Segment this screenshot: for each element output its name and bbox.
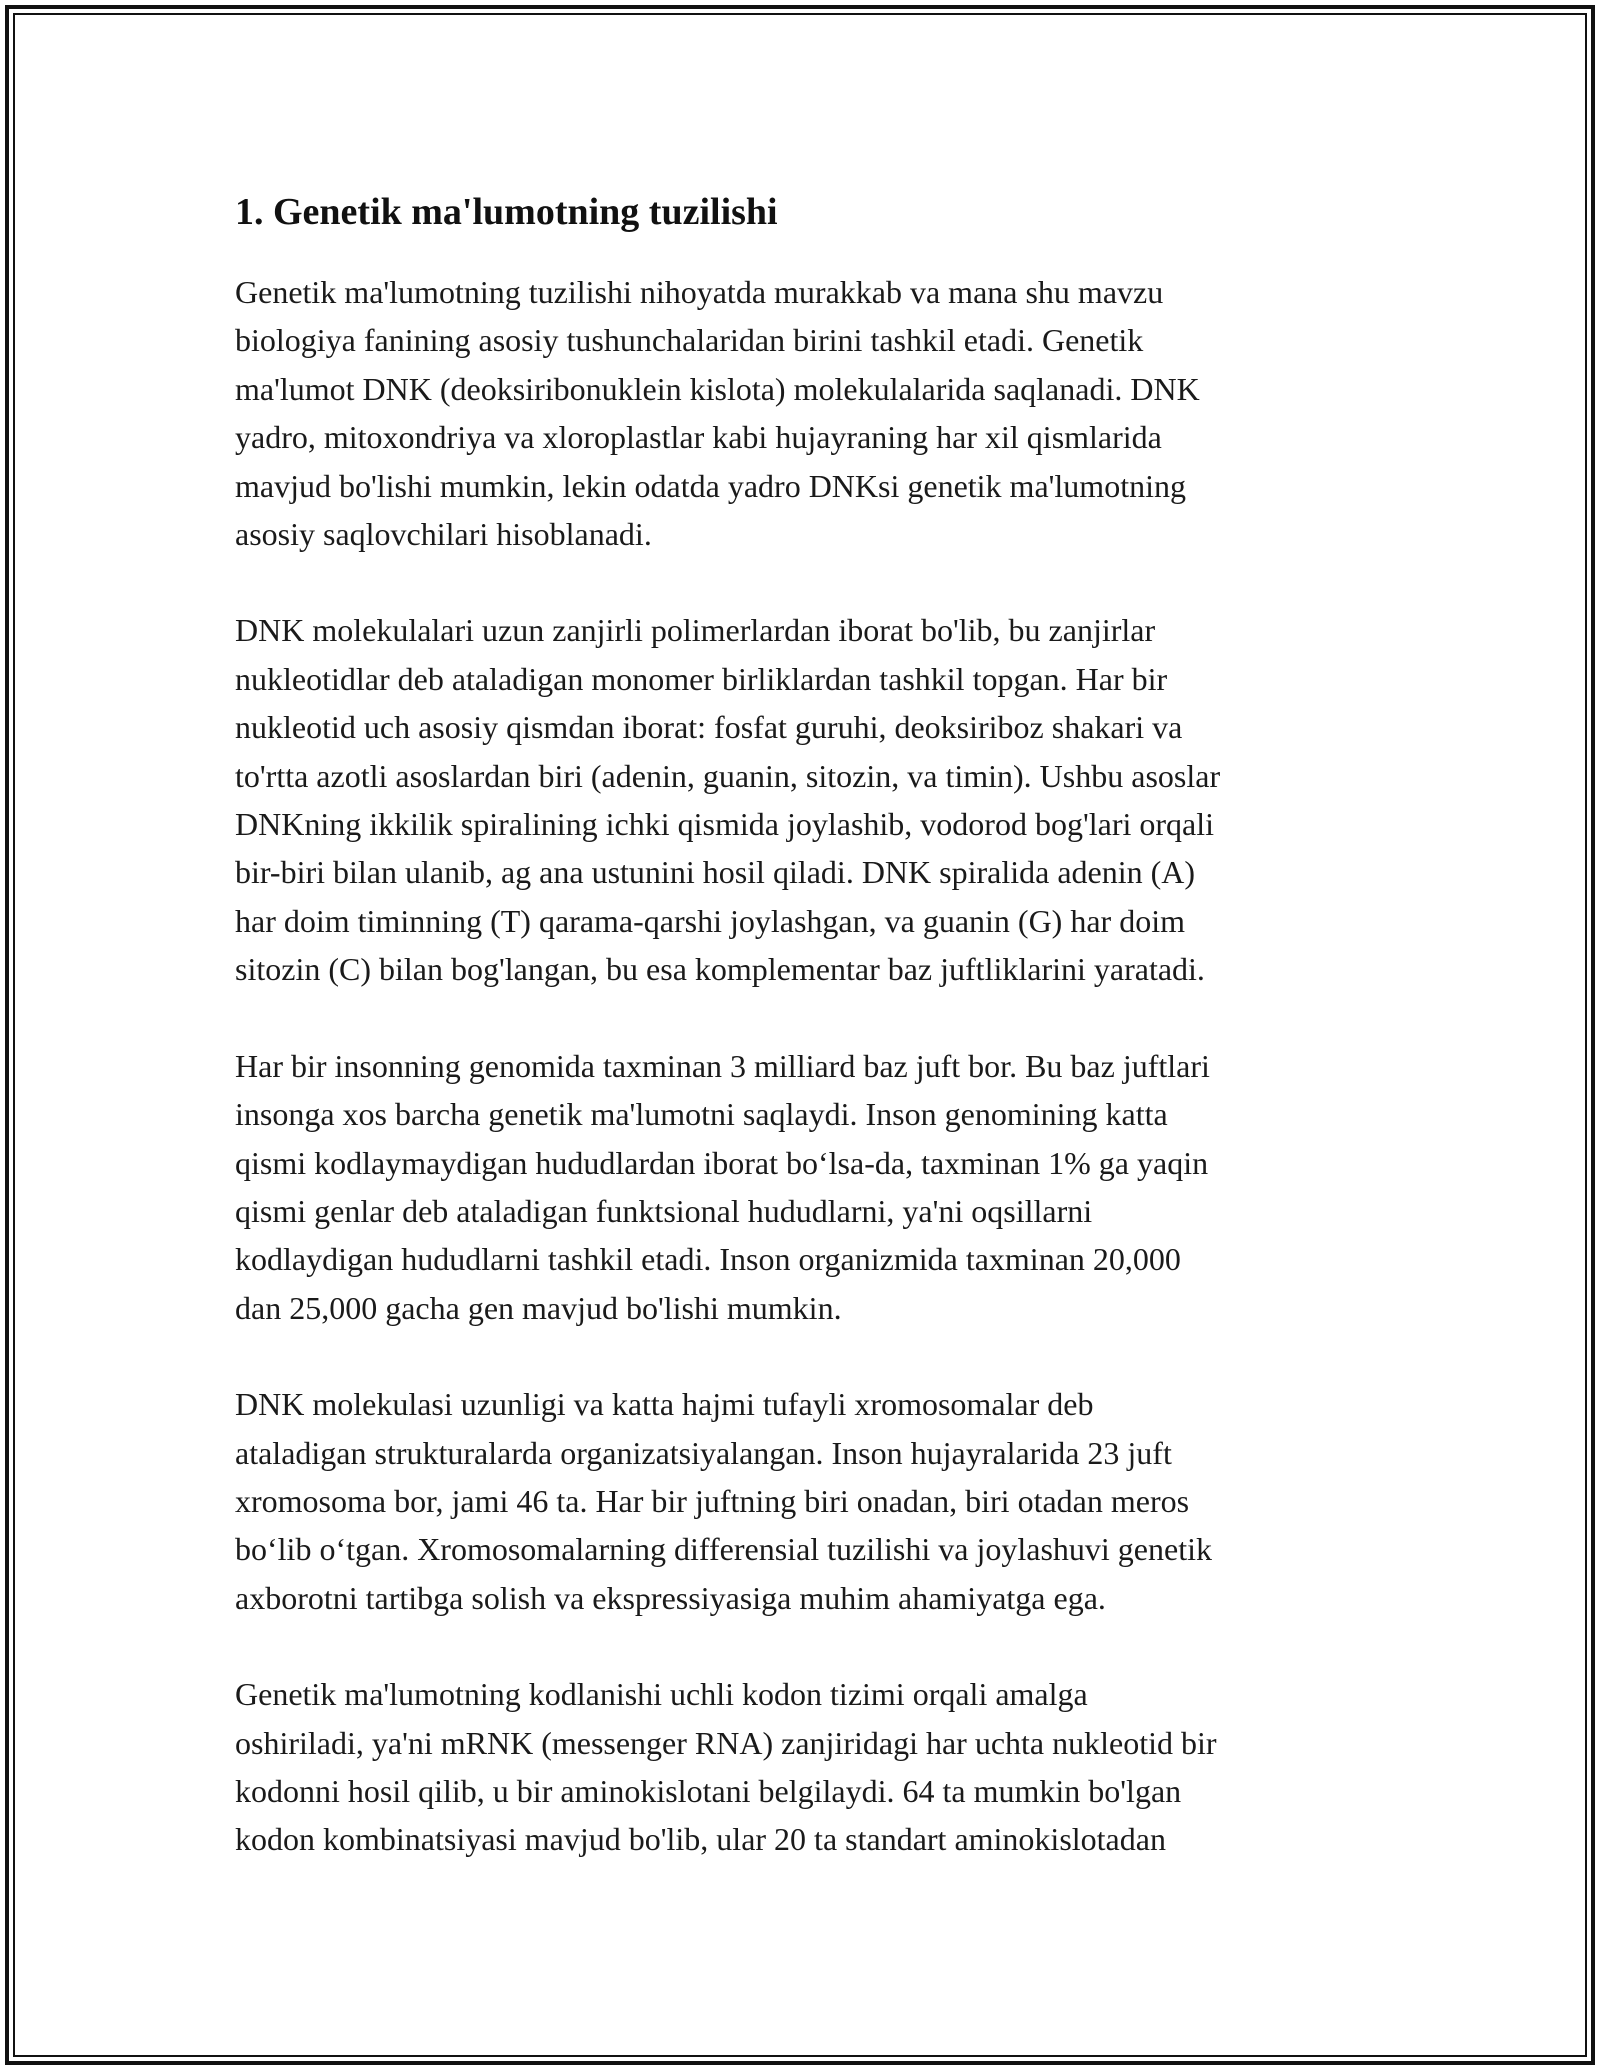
paragraph-2: DNK molekulalari uzun zanjirli polimerlardan iborat bo'lib, bu zanjirlar nukleotidlar deb ataladigan monomer birliklardan tashkil topgan. Har bir nukleotid uch asosiy qismdan iborat: fosfat guruhi, deoksiriboz shakari va to'rtta azotli asoslardan biri (adenin, guanin, sitozin, va timin). Ushbu asoslar DNKning ikkilik spiralining ichki qismida joylashib, vodorod bog'lari orqali bir-biri bilan ulanib, ag ana ustunini hosil qiladi. DNK spiralida adenin (A) har doim timinning (T) qarama-qarshi joylashgan, va guanin (G) har doim sitozin (C) bilan bog'langan, bu esa komplementar baz juftliklarini yaratadi.: [235, 612, 1221, 988]
section-heading: 1. Genetik ma'lumotning tuzilishi: [235, 191, 778, 233]
paragraph-3: Har bir insonning genomida taxminan 3 milliard baz juft bor. Bu baz juftlari insonga xos barcha genetik ma'lumotni saqlaydi. Inson genomining katta qismi kodlaymaydigan hududlardan iborat bo‘lsa-da, taxminan 1% ga yaqin qismi genlar deb ataladigan funktsional hududlarni, ya'ni oqsillarni kodlaydigan hududlarni tashkil etadi. Inson organizmida taxminan 20,000 dan 25,000 gacha gen mavjud bo'lishi mumkin.: [235, 1047, 1210, 1326]
document-body: [235, 186, 1395, 1864]
paragraph-5: Genetik ma'lumotning kodlanishi uchli kodon tizimi orqali amalga oshiriladi, ya'ni mRNK (messenger RNA) zanjiridagi har uchta nukleotid bir kodonni hosil qilib, u bir aminokislotani belgilaydi. 64 ta mumkin bo'lgan kodon kombinatsiyasi mavjud bo'lib, ular 20 ta standart aminokislotadan: [235, 1676, 1217, 1858]
paragraph-4: DNK molekulasi uzunligi va katta hajmi tufayli xromosomalar deb ataladigan strukturalarda organizatsiyalangan. Inson hujayralarida 23 juft xromosoma bor, jami 46 ta. Har bir juftning biri onadan, biri otadan meros bo‘lib o‘tgan. Xromosomalarning differensial tuzilishi va joylashuvi genetik axborotni tartibga solish va ekspressiyasiga muhim ahamiyatga ega.: [235, 1386, 1212, 1616]
paragraph-1: Genetik ma'lumotning tuzilishi nihoyatda murakkab va mana shu mavzu biologiya fanining asosiy tushunchalaridan birini tashkil etadi. Genetik ma'lumot DNK (deoksiribonuklein kislota) molekulalarida saqlanadi. DNK yadro, mitoxondriya va xloroplastlar kabi hujayraning har xil qismlarida mavjud bo'lishi mumkin, lekin odatda yadro DNKsi genetik ma'lumotning asosiy saqlovchilari hisoblanadi.: [235, 274, 1200, 553]
